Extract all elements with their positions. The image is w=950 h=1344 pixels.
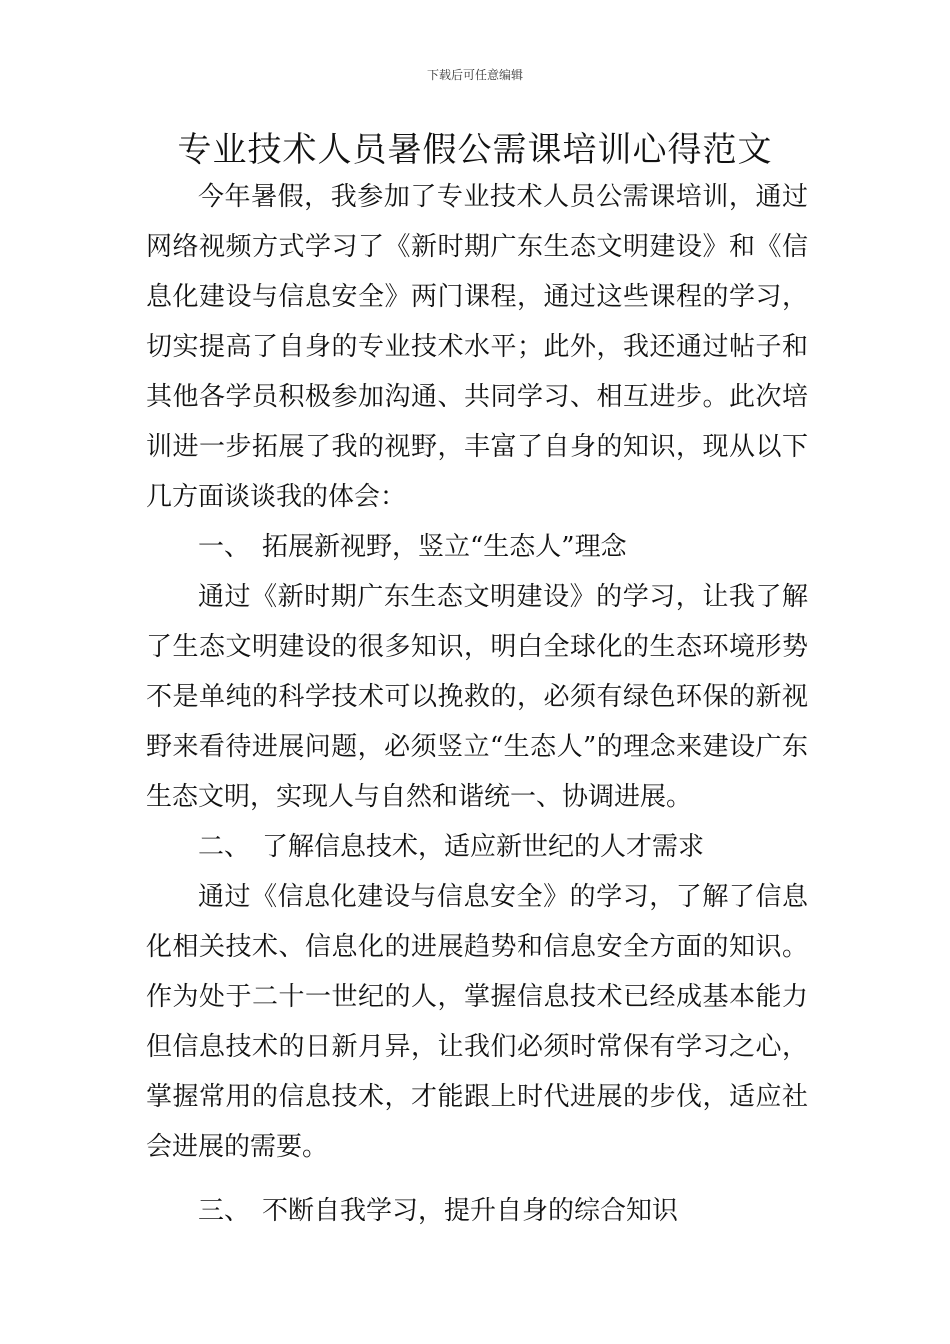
- section-heading-text: 拓展新视野，竖立“生态人”理念: [262, 532, 627, 562]
- section-1-paragraph: 通过《新时期广东生态文明建设》的学习，让我了解了生态文明建设的很多知识，明白全球化的生态环境形势不是单纯的科学技术可以挽救的，必须有绿色环保的新视野来看待进展问题，必须竖立“生态人”的理念来建设广东生态文明，实现人与自然和谐统一、协调进展。: [146, 582, 808, 812]
- section-heading-text: 不断自我学习，提升自身的综合知识: [262, 1196, 679, 1226]
- section-heading-1: [146, 522, 808, 572]
- section-heading-2: [146, 822, 808, 872]
- section-number: 二、: [198, 832, 251, 862]
- section-2-paragraph: 通过《信息化建设与信息安全》的学习，了解了信息化相关技术、信息化的进展趋势和信息安全方面的知识。作为处于二十一世纪的人，掌握信息技术已经成基本能力但信息技术的日新月异，让我们必须时常保有学习之心，掌握常用的信息技术，才能跟上时代进展的步伐，适应社会进展的需要。: [146, 882, 808, 1162]
- section-number: 三、: [198, 1196, 251, 1226]
- section-heading-text: 了解信息技术，适应新世纪的人才需求: [262, 832, 705, 862]
- intro-paragraph: 今年暑假，我参加了专业技术人员公需课培训，通过网络视频方式学习了《新时期广东生态文明建设》和《信息化建设与信息安全》两门课程，通过这些课程的学习，切实提高了自身的专业技术水平；此外，我还通过帖子和其他各学员积极参加沟通、共同学习、相互进步。此次培训进一步拓展了我的视野，丰富了自身的知识，现从以下几方面谈谈我的体会：: [146, 182, 808, 512]
- section-number: 一、: [198, 532, 251, 562]
- header-note: 下载后可任意编辑: [426, 68, 523, 82]
- document-body: [146, 172, 808, 1236]
- document-title: 专业技术人员暑假公需课培训心得范文: [177, 130, 773, 170]
- section-heading-3: [146, 1186, 808, 1236]
